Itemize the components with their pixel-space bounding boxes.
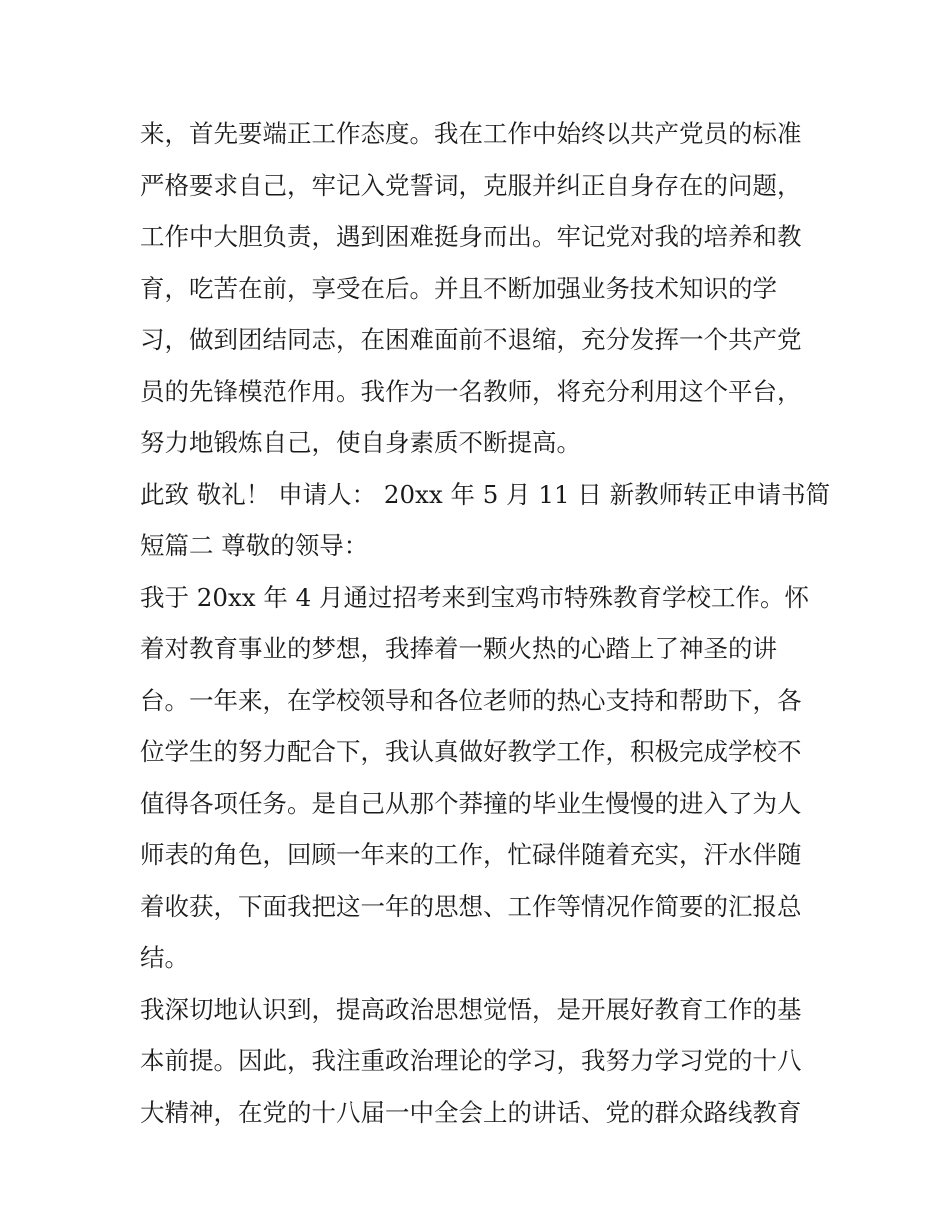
- paragraph-introduction: [140, 572, 812, 984]
- text-line: 我深切地认识到，提高政治思想觉悟，是开展好教育工作的基: [140, 994, 802, 1024]
- text-line: 员的先锋模范作用。我作为一名教师，将充分利用这个平台，: [140, 376, 802, 406]
- text-line: 我于 20xx 年 4 月通过招考来到宝鸡市特殊教育学校工作。怀: [140, 582, 810, 612]
- paragraph-political-awareness: [140, 984, 812, 1139]
- text-line: 着对教育事业的梦想，我捧着一颗火热的心踏上了神圣的讲: [140, 634, 777, 663]
- text-line: 短篇二 尊敬的领导：: [140, 531, 369, 560]
- text-line: 师表的角色，回顾一年来的工作，忙碌伴随着充实，汗水伴随: [140, 840, 802, 869]
- text-line: 位学生的努力配合下，我认真做好教学工作，积极完成学校不: [140, 737, 802, 766]
- text-line: 习，做到团结同志，在困难面前不退缩，充分发挥一个共产党: [140, 325, 802, 354]
- text-line: 本前提。因此，我注重政治理论的学习，我努力学习党的十八: [140, 1046, 802, 1075]
- text-line: 台。一年来，在学校领导和各位老师的热心支持和帮助下，各: [140, 685, 802, 715]
- text-line: 结。: [140, 943, 189, 972]
- text-line: 严格要求自己，牢记入党誓词，克服并纠正自身存在的问题，: [140, 170, 802, 200]
- text-line: 此致 敬礼！ 申请人： 20xx 年 5 月 11 日 新教师转正申请书简: [140, 479, 831, 509]
- text-line: 来，首先要端正工作态度。我在工作中始终以共产党员的标准: [140, 119, 802, 148]
- text-line: 大精神，在党的十八届一中全会上的讲话、党的群众路线教育: [140, 1097, 802, 1127]
- paragraph-work-attitude: [140, 108, 812, 469]
- text-line: 努力地锻炼自己，使自身素质不断提高。: [140, 428, 581, 457]
- text-line: 着收获，下面我把这一年的思想、工作等情况作简要的汇报总: [140, 891, 802, 921]
- document-body: [140, 108, 831, 1138]
- text-line: 工作中大胆负责，遇到困难挺身而出。牢记党对我的培养和教: [140, 222, 802, 251]
- paragraph-closing-and-heading: [140, 469, 831, 572]
- text-line: 值得各项任务。是自己从那个莽撞的毕业生慢慢的进入了为人: [140, 788, 802, 818]
- text-line: 育，吃苦在前，享受在后。并且不断加强业务技术知识的学: [140, 273, 777, 303]
